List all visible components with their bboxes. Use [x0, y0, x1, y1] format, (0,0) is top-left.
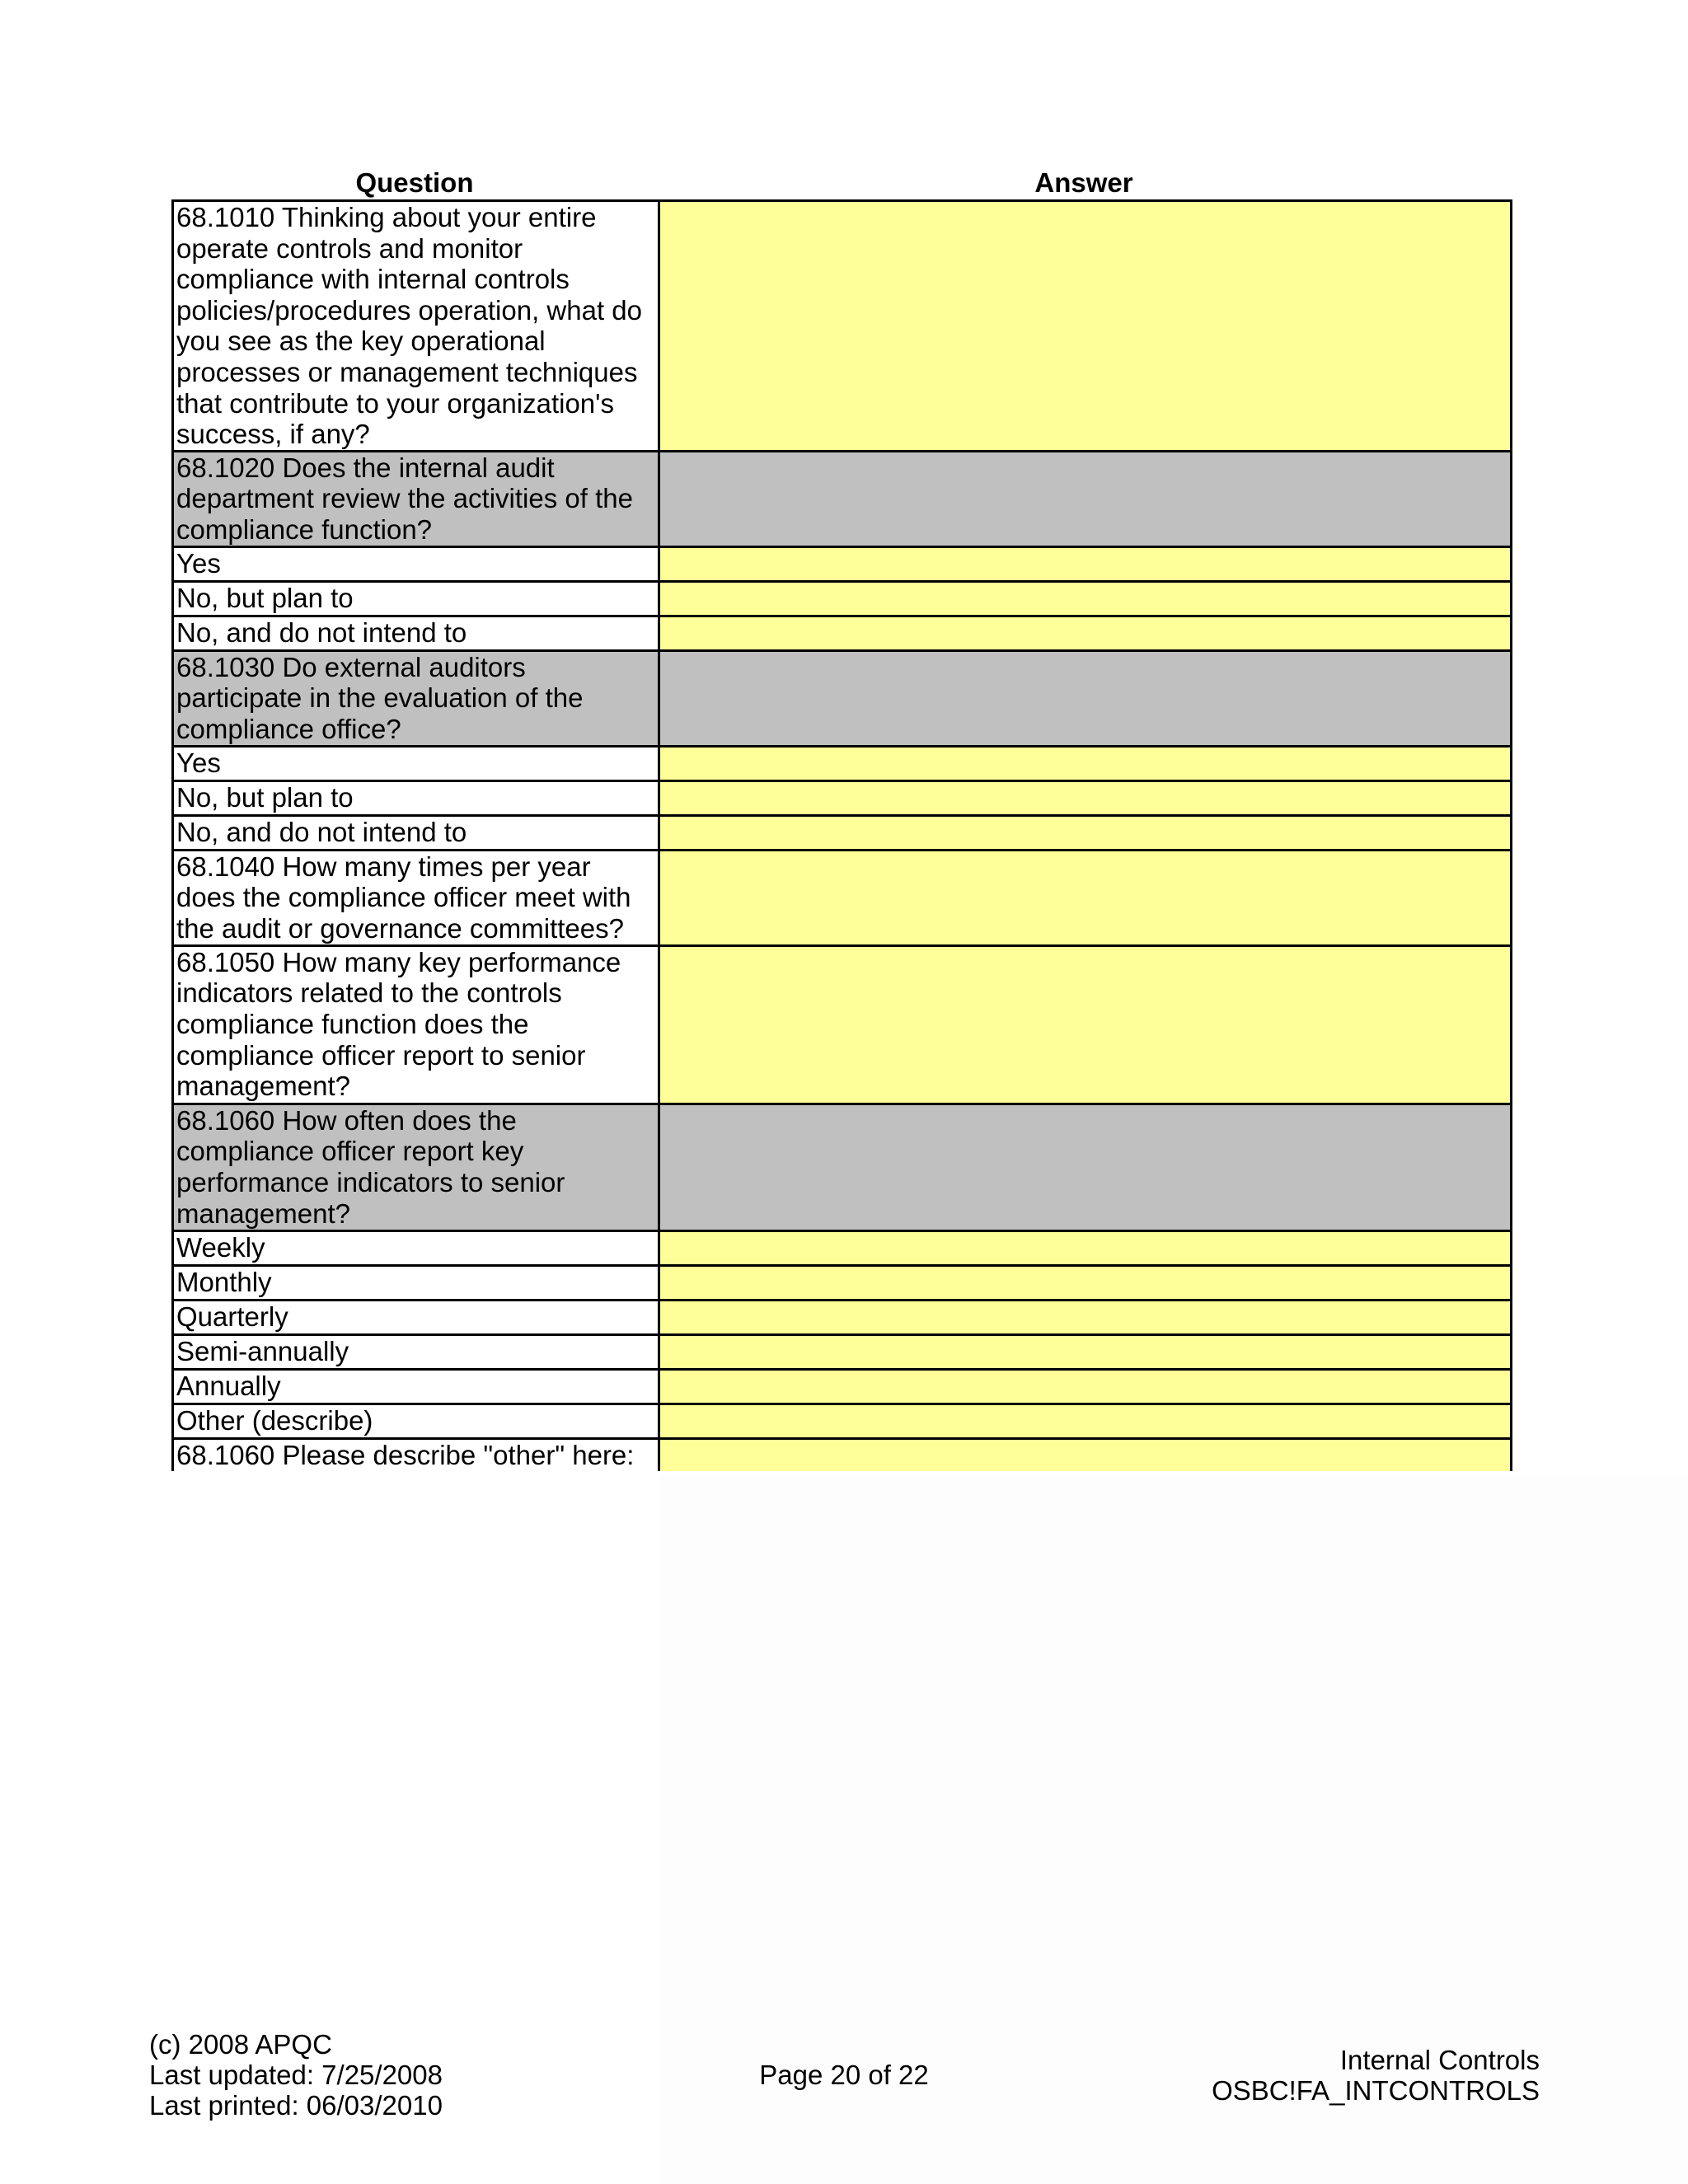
answer-cell[interactable]	[659, 546, 1512, 581]
answer-cell	[659, 451, 1512, 546]
answer-cell[interactable]	[659, 1334, 1512, 1369]
table-row	[173, 1265, 1512, 1300]
option-cell: No, and do not intend to	[173, 815, 659, 850]
footer-section: Internal Controls	[1339, 2045, 1540, 2075]
option-cell: Annually	[173, 1369, 659, 1404]
table-row	[173, 201, 1512, 452]
answer-cell[interactable]	[659, 1265, 1512, 1300]
page-number: Page 20 of 22	[759, 2060, 929, 2090]
question-cell: 68.1020 Does the internal audit department review the activities of the compliance function?	[173, 451, 659, 546]
table-row	[173, 1404, 1512, 1438]
answer-cell[interactable]	[659, 1230, 1512, 1265]
answer-cell[interactable]	[659, 815, 1512, 850]
table-row	[173, 1369, 1512, 1404]
table-row	[173, 850, 1512, 945]
question-column-header: Question	[355, 167, 474, 198]
option-cell: Quarterly	[173, 1300, 659, 1334]
option-cell: Semi-annually	[173, 1334, 659, 1369]
answer-cell	[659, 1104, 1512, 1230]
footer-right	[1212, 2045, 1540, 2106]
question-cell: 68.1060 Please describe "other" here:	[173, 1438, 659, 1471]
table-row	[173, 746, 1512, 780]
answer-cell[interactable]	[659, 1369, 1512, 1404]
answer-cell[interactable]	[659, 945, 1512, 1104]
table-header	[171, 166, 1510, 199]
answer-cell[interactable]	[659, 1404, 1512, 1438]
table-row	[173, 780, 1512, 815]
questionnaire-table	[171, 199, 1512, 1471]
answer-cell[interactable]	[659, 616, 1512, 650]
footer-copyright: (c) 2008 APQC	[149, 2029, 332, 2060]
table-row	[173, 815, 1512, 850]
answer-cell[interactable]	[659, 581, 1512, 616]
option-cell: Monthly	[173, 1265, 659, 1300]
answer-column-header: Answer	[1034, 167, 1133, 198]
question-cell: 68.1030 Do external auditors participate in the evaluation of the compliance office?	[173, 650, 659, 746]
answer-cell[interactable]	[659, 746, 1512, 780]
footer-last-updated: Last updated: 7/25/2008	[149, 2060, 443, 2090]
table-row	[173, 1230, 1512, 1265]
question-cell: 68.1040 How many times per year does the compliance officer meet with the audit or governance committees?	[173, 850, 659, 945]
option-cell: No, but plan to	[173, 780, 659, 815]
table-row	[173, 650, 1512, 746]
answer-cell	[659, 650, 1512, 746]
answer-cell[interactable]	[659, 850, 1512, 945]
question-cell: 68.1060 How often does the compliance officer report key performance indicators to senior management?	[173, 1104, 659, 1230]
option-cell: Other (describe)	[173, 1404, 659, 1438]
option-cell: No, but plan to	[173, 581, 659, 616]
table-row	[173, 1334, 1512, 1369]
answer-cell[interactable]	[659, 1300, 1512, 1334]
footer-sheet: OSBC!FA_INTCONTROLS	[1212, 2075, 1540, 2106]
footer-last-printed: Last printed: 06/03/2010	[149, 2090, 443, 2121]
question-cell: 68.1010 Thinking about your entire operate controls and monitor compliance with internal controls policies/procedures operation, what do you see as the key operational processes or management techniques that contribute to your organization's success, if any?	[173, 201, 659, 452]
answer-cell[interactable]	[659, 780, 1512, 815]
option-cell: Yes	[173, 746, 659, 780]
option-cell: Weekly	[173, 1230, 659, 1265]
table-row	[173, 1104, 1512, 1230]
answer-cell[interactable]	[659, 201, 1512, 452]
table-row	[173, 581, 1512, 616]
table-row	[173, 451, 1512, 546]
option-cell: Yes	[173, 546, 659, 581]
table-row	[173, 1438, 1512, 1471]
question-cell: 68.1050 How many key performance indicators related to the controls compliance function does the compliance officer report to senior management?	[173, 945, 659, 1104]
table-row	[173, 945, 1512, 1104]
table-row	[173, 546, 1512, 581]
table-row	[173, 616, 1512, 650]
table-row	[173, 1300, 1512, 1334]
option-cell: No, and do not intend to	[173, 616, 659, 650]
answer-cell[interactable]	[659, 1438, 1512, 1471]
